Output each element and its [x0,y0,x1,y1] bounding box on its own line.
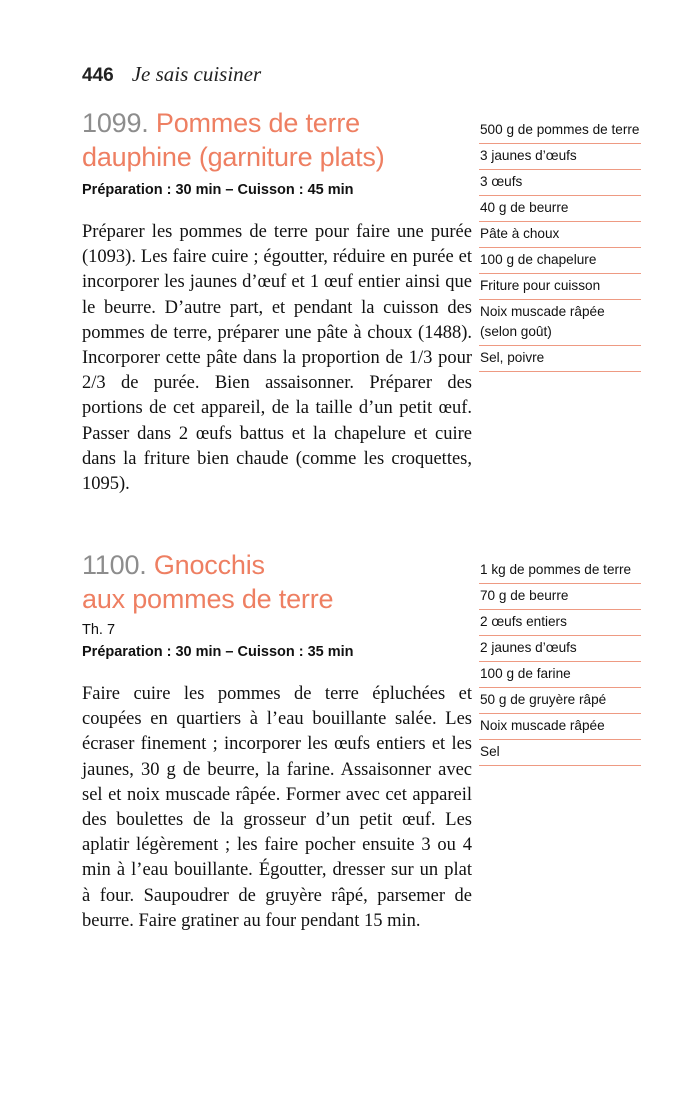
recipe-instructions: Faire cuire les pommes de terre épluchées et coupées en quartiers à l’eau bouillante salée. Les écraser finement ; incorporer les œufs entiers et les jaunes, 30 g de beurre, la farine. Assaisonner avec sel et noix muscade râpée. Former avec cet appareil des boulettes de la grosseur d’un petit œuf. Les aplatir légèrement ; les faire pocher ensuite 3 ou 4 min à l’eau bouillante. Égoutter, dresser sur un plat à four. Saupoudrer de gruyère râpé, parsemer de beurre. Faire gratiner au four pendant 15 min. [82,684,472,931]
recipe-timing: Préparation : 30 min – Cuisson : 35 min [82,644,354,660]
ingredient-item: 40 g de beurre [479,196,641,222]
page-header [82,62,261,90]
ingredient-item: Noix muscade râpée [479,714,641,740]
running-title: Je sais cuisiner [131,62,262,86]
recipe-title [82,106,472,174]
ingredient-item: 1 kg de pommes de terre [479,558,641,584]
page-number: 446 [82,65,114,86]
recipe-title-main: Gnocchis [153,550,265,580]
ingredient-item: 500 g de pommes de terre [479,118,641,144]
recipe-main [82,106,472,497]
recipe-timing: Préparation : 30 min – Cuisson : 45 min [82,182,354,198]
recipe-instructions: Préparer les pommes de terre pour faire une purée (1093). Les faire cuire ; égoutter, réduire en purée et incorporer les jaunes d’œuf et 1 œuf entier ainsi que le beurre. D’autre part, et pendant la cuisson des pommes de terre, préparer une pâte à choux (1488). Incorporer cette pâte dans la proportion de 1/3 pour 2/3 de purée. Bien assaisonner. Préparer des portions de cet appareil, de la taille d’un petit œuf. Passer dans 2 œufs battus et la chapelure et cuire dans la friture bien chaude (comme les croquettes, 1095). [82,222,472,495]
ingredient-item: 100 g de farine [479,662,641,688]
ingredient-item: Sel [479,740,641,766]
recipe-number: 1099. [82,108,149,138]
ingredient-item: 3 jaunes d’œufs [479,144,641,170]
recipe-title-main: Pommes de terre dauphine [82,108,360,172]
ingredient-item: Pâte à choux [479,222,641,248]
ingredient-item: 100 g de chapelure [479,248,641,274]
recipe-title-line2: aux pommes de terre [82,584,334,614]
ingredient-item: Sel, poivre [479,346,641,372]
recipe-number: 1100. [82,550,147,580]
ingredient-item: 3 œufs [479,170,641,196]
ingredient-list [479,558,641,766]
ingredient-item: 70 g de beurre [479,584,641,610]
recipe-main [82,548,472,934]
recipe-title [82,548,472,616]
ingredient-item: Friture pour cuisson [479,274,641,300]
ingredient-item: Noix muscade râpée (selon goût) [479,300,641,346]
ingredient-item: 50 g de gruyère râpé [479,688,641,714]
recipe-thermostat: Th. 7 [82,622,116,638]
ingredient-item: 2 jaunes d’œufs [479,636,641,662]
ingredient-item: 2 œufs entiers [479,610,641,636]
ingredient-list [479,118,641,372]
recipe-title-extra: (garniture plats) [198,142,385,172]
